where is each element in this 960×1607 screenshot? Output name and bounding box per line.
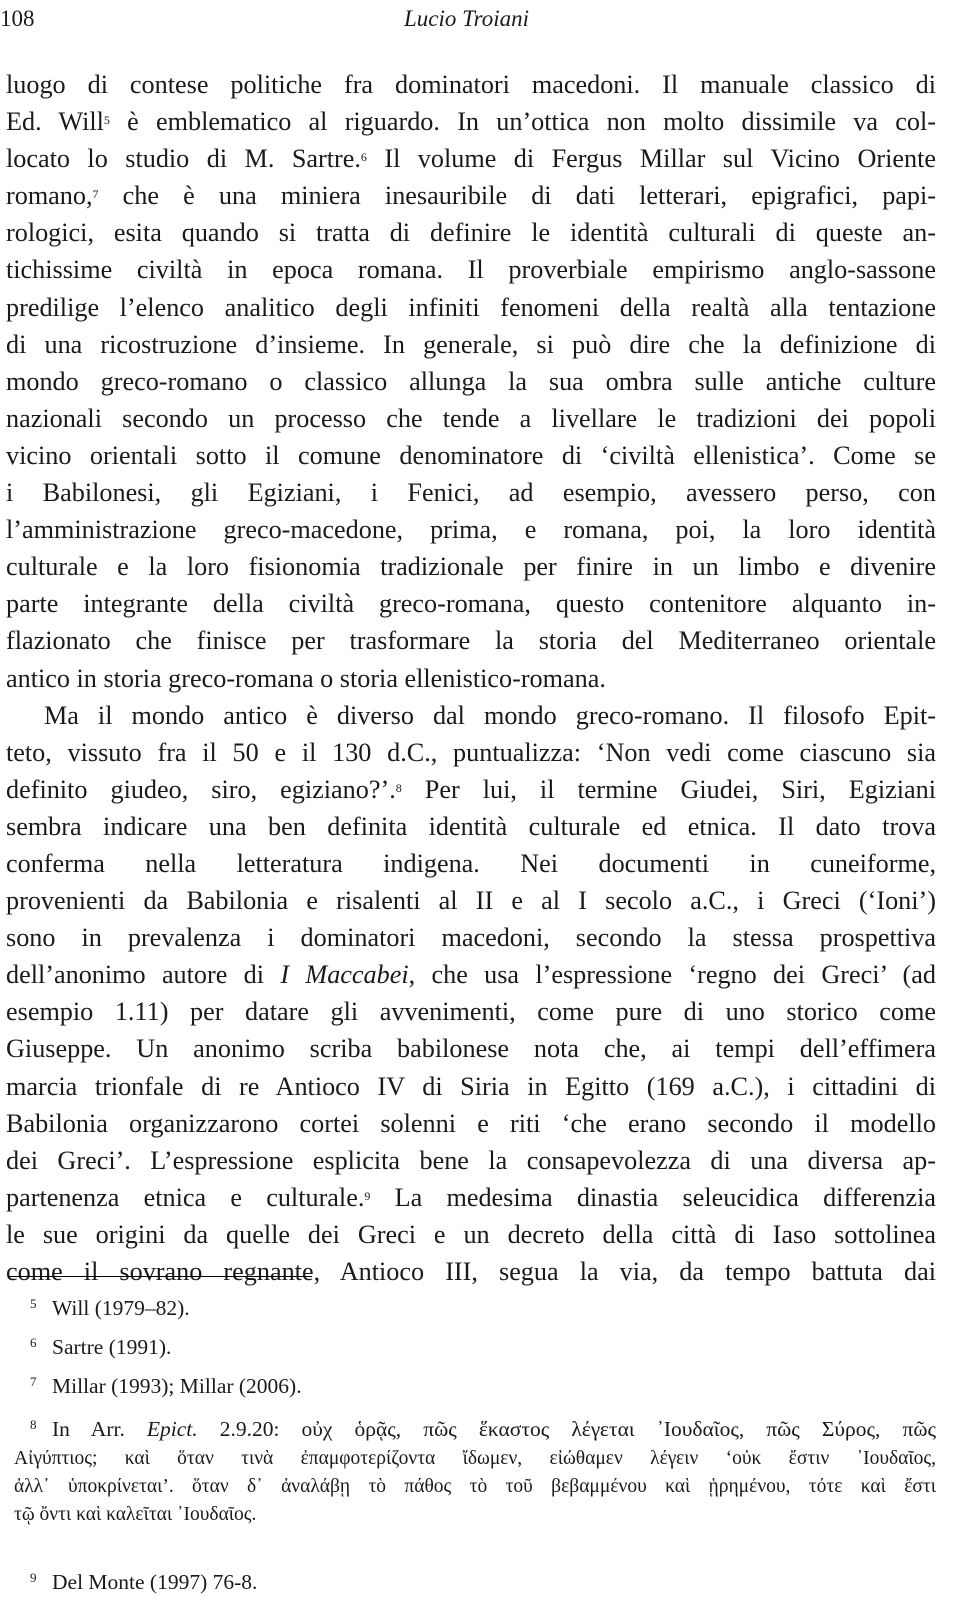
running-head-author: Lucio Troiani [404,6,530,31]
text-line: di una ricostruzione d’insieme. In generale, si può dire che la definizione di [6,329,936,359]
text-line: Giuseppe. Un anonimo scriba babilonese nota che, ai tempi dell’effimera [6,1034,936,1064]
text-line: esempio 1.11) per datare gli avvenimenti, come pure di uno storico come [6,997,936,1027]
page-number: 108 [0,6,35,31]
footnote-separator [8,1276,312,1277]
footnote-line: Αἰγύπτιος; καὶ ὅταν τινὰ ἐπαμφοτερίζοντα ἴδωμεν, εἰώθαμεν λέγειν ‘οὐκ ἔστιν ᾿Ιουδαῖος, [14,1448,936,1469]
footnote-ref[interactable]: 8 [395,780,402,795]
text-line: parte integrante della civiltà greco-romana, questo contenitore alquanto in- [6,589,936,619]
footnote-line: τῷ ὄντι καὶ καλεῖται ᾿Ιουδαῖος. [14,1504,257,1525]
text-line: culturale e la loro fisionomia tradizionale per finire in un limbo e divenire [6,552,936,582]
footnote-ref[interactable]: 6 [360,150,367,165]
running-header [0,6,960,46]
text-line: locato lo studio di M. Sartre.$^6$ Il volume di Fergus Millar sul Vicino Oriente [6,144,936,174]
text-line: come il sovrano regnante, Antioco III, segua la via, da tempo battuta dai [6,1257,936,1286]
footnote-ref[interactable]: 7 [92,187,99,202]
text-line: flazionato che finisce per trasformare la storia del Mediterraneo orientale [6,626,936,656]
footnote-7: 7 Millar (1993); Millar (2006). [30,1374,302,1398]
footnote-line: 8 In Arr. Epict. 2.9.20: οὐχ ὁρᾷς, πῶς ἕκαστος λέγεται ᾿Ιουδαῖος, πῶς Σύρος, πῶς [30,1417,936,1441]
text-line: Ed. Will$^5$ è emblematico al riguardo. In un’ottica non molto dissimile va col- [6,107,936,137]
text-line: tichissime civiltà in epoca romana. Il proverbiale empirismo anglo-sassone [6,255,936,285]
text-line: definito giudeo, siro, egiziano?’.$^8$ Per lui, il termine Giudei, Siri, Egiziani [6,774,936,804]
text-line: rologici, esita quando si tratta di definire le identità culturali di queste an- [6,218,936,248]
text-line: Ma il mondo antico è diverso dal mondo greco-romano. Il filosofo Epit- [44,700,936,730]
text-line: antico in storia greco-romana o storia ellenistico-romana. [6,663,606,693]
text-line: sono in prevalenza i dominatori macedoni, secondo la stessa prospettiva [6,923,936,953]
text-line: dell’anonimo autore di I Maccabei, che usa l’espressione ‘regno dei Greci’ (ad [6,960,936,990]
text-line: le sue origini da quelle dei Greci e un decreto della città di Iaso sottolinea [6,1219,936,1249]
text-line: predilige l’elenco analitico degli infiniti fenomeni della realtà alla tentazione [6,292,936,322]
text-line: teto, vissuto fra il 50 e il 130 d.C., puntualizza: ‘Non vedi come ciascuno sia [6,737,936,767]
main-text [6,66,936,1290]
footnote-9: 9 Del Monte (1997) 76-8. [30,1570,258,1594]
footnote-5: 5 Will (1979–82). [30,1296,190,1320]
footnote-6: 6 Sartre (1991). [30,1335,172,1359]
text-line: mondo greco-romano o classico allunga la sua ombra sulle antiche culture [6,366,936,396]
text-line: luogo di contese politiche fra dominatori macedoni. Il manuale classico di [6,70,936,99]
text-line: romano,$^7$ che è una miniera inesauribile di dati letterari, epigrafici, papi- [6,181,936,211]
footnote-8 [14,1417,936,1526]
text-line: marcia trionfale di re Antioco IV di Siria in Egitto (169 a.C.), i cittadini di [6,1071,936,1101]
text-line: dei Greci’. L’espressione esplicita bene la consapevolezza di una diversa ap- [6,1145,936,1175]
text-line: l’amministrazione greco-macedone, prima, e romana, poi, la loro identità [6,515,936,545]
text-line: partenenza etnica e culturale.$^9$ La medesima dinastia seleucidica differenzia [6,1182,937,1212]
book-title: I Maccabei [280,960,409,990]
text-line: conferma nella letteratura indigena. Nei documenti in cuneiforme, [6,848,936,878]
text-line: i Babilonesi, gli Egiziani, i Fenici, ad esempio, avessero perso, con [6,478,936,508]
text-line: nazionali secondo un processo che tende a livellare le tradizioni dei popoli [6,403,936,433]
text-line: vicino orientali sotto il comune denominatore di ‘civiltà ellenistica’. Come se [6,440,936,470]
text-line: Babilonia organizzarono cortei solenni e riti ‘che erano secondo il modello [6,1108,936,1138]
footnote-ref[interactable]: 5 [103,113,110,128]
footnote-ref[interactable]: 9 [364,1188,371,1203]
footnote-line: ἀλλ᾿ ὑποκρίνεται’. ὅταν δ᾿ ἀναλάβῃ τὸ πάθος τὸ τοῦ βεβαμμένου καὶ ᾑρημένου, τότε καὶ ἔστι [14,1476,936,1497]
text-line: provenienti da Babilonia e risalenti al II e al I secolo a.C., i Greci (‘Ioni’) [6,886,936,916]
text-line: sembra indicare una ben definita identità culturale ed etnica. Il dato trova [6,811,936,841]
